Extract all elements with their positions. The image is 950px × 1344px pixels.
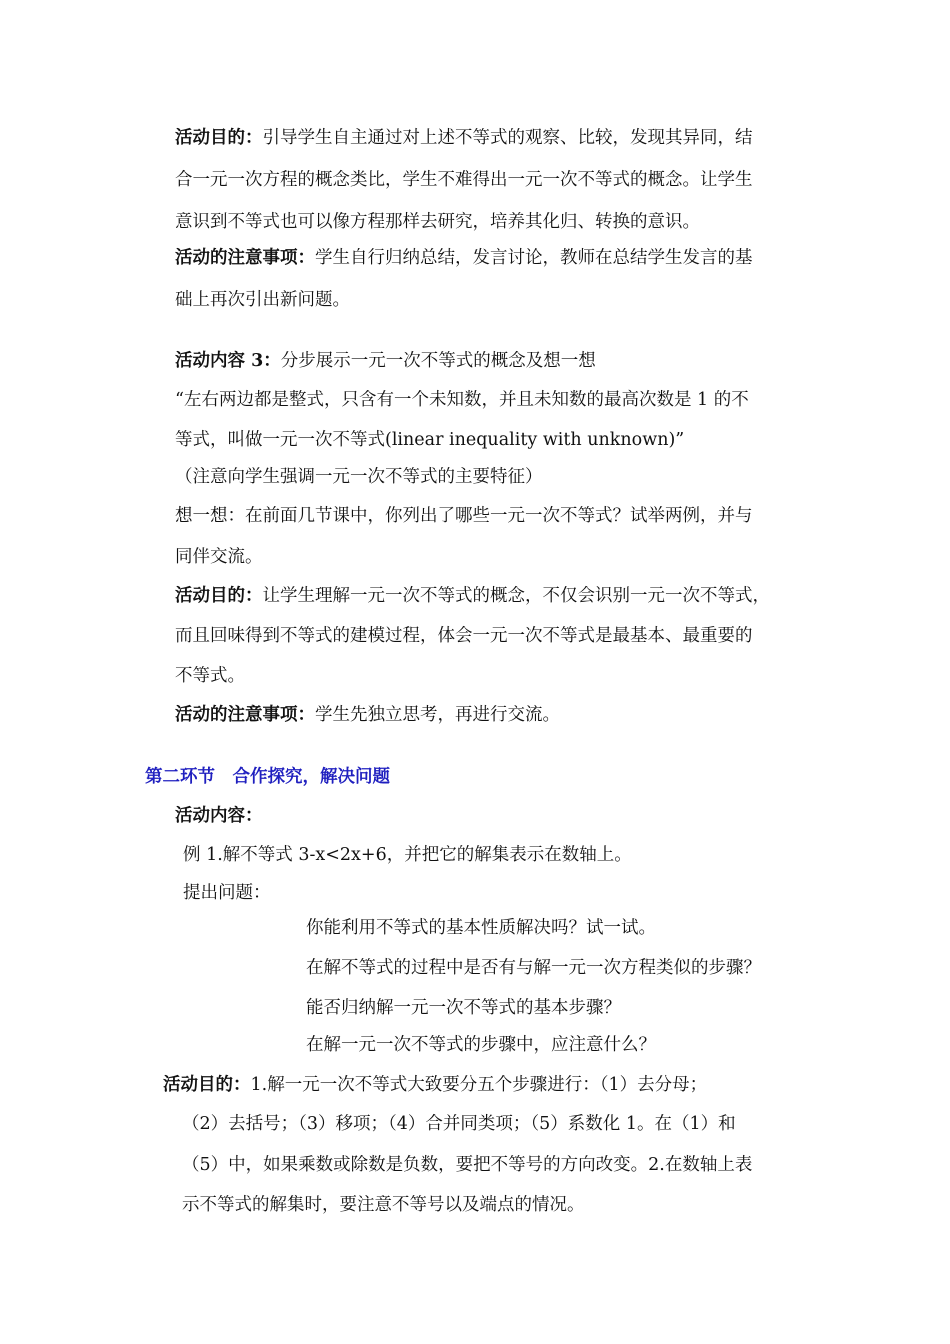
activity-content-label: 活动内容： xyxy=(175,806,263,826)
note-2-line xyxy=(175,703,560,727)
paragraph-line: 示不等式的解集时，要注意不等号以及端点的情况。 xyxy=(182,1195,585,1215)
example-line: 例 1.解不等式 3-x<2x+6，并把它的解集表示在数轴上。 xyxy=(183,845,632,865)
paragraph-line: 础上再次引出新问题。 xyxy=(175,290,350,310)
paragraph-line: 不等式。 xyxy=(175,666,245,686)
activity-goal-3-line-1 xyxy=(163,1073,707,1097)
activity-goal-label: 活动目的： xyxy=(175,128,263,148)
paragraph-text: 学生自行归纳总结，发言讨论，教师在总结学生发言的基 xyxy=(315,248,753,268)
activity-goal-1-line-1 xyxy=(175,126,753,150)
paragraph-text: 学生先独立思考，再进行交流。 xyxy=(315,705,560,725)
activity-goal-label: 活动目的： xyxy=(175,586,263,606)
section-heading: 第二环节 合作探究，解决问题 xyxy=(145,767,390,787)
paragraph-line: （5）中，如果乘数或除数是负数，要把不等号的方向改变。2.在数轴上表 xyxy=(182,1155,753,1175)
paragraph-text: 让学生理解一元一次不等式的概念，不仅会识别一元一次不等式， xyxy=(262,586,770,606)
definition-line: “左右两边都是整式，只含有一个未知数，并且未知数的最高次数是 1 的不 xyxy=(175,390,749,410)
note-1-line-1 xyxy=(175,246,753,270)
question-item: 你能利用不等式的基本性质解决吗？试一试。 xyxy=(306,918,656,938)
remark-line: （注意向学生强调一元一次不等式的主要特征） xyxy=(175,467,543,487)
question-item: 在解一元一次不等式的步骤中，应注意什么？ xyxy=(306,1035,656,1055)
activity-content-title: 分步展示一元一次不等式的概念及想一想 xyxy=(280,351,596,371)
activity-content-label: 活动内容 3： xyxy=(175,351,281,371)
paragraph-line: （2）去括号；（3）移项；（4）合并同类项；（5）系数化 1。在（1）和 xyxy=(182,1114,736,1134)
question-item: 能否归纳解一元一次不等式的基本步骤？ xyxy=(306,998,621,1018)
activity-goal-2-line-1 xyxy=(175,584,770,608)
think-line: 同伴交流。 xyxy=(175,547,263,567)
note-label: 活动的注意事项： xyxy=(175,248,315,268)
question-item: 在解不等式的过程中是否有与解一元一次方程类似的步骤？ xyxy=(306,958,761,978)
paragraph-text: 引导学生自主通过对上述不等式的观察、比较，发现其异同，结 xyxy=(262,128,753,148)
activity-content-3-title xyxy=(175,349,596,373)
activity-goal-label: 活动目的： xyxy=(163,1075,251,1095)
paragraph-line: 意识到不等式也可以像方程那样去研究，培养其化归、转换的意识。 xyxy=(175,212,700,232)
paragraph-line: 合一元一次方程的概念类比，学生不难得出一元一次不等式的概念。让学生 xyxy=(175,170,753,190)
paragraph-text: 1.解一元一次不等式大致要分五个步骤进行：（1）去分母； xyxy=(250,1075,708,1095)
note-label: 活动的注意事项： xyxy=(175,705,315,725)
think-line: 想一想：在前面几节课中，你列出了哪些一元一次不等式？试举两例，并与 xyxy=(175,506,753,526)
paragraph-line: 而且回味得到不等式的建模过程，体会一元一次不等式是最基本、最重要的 xyxy=(175,626,753,646)
definition-line: 等式，叫做一元一次不等式(linear inequality with unknown)” xyxy=(175,430,685,450)
questions-label: 提出问题： xyxy=(183,883,271,903)
